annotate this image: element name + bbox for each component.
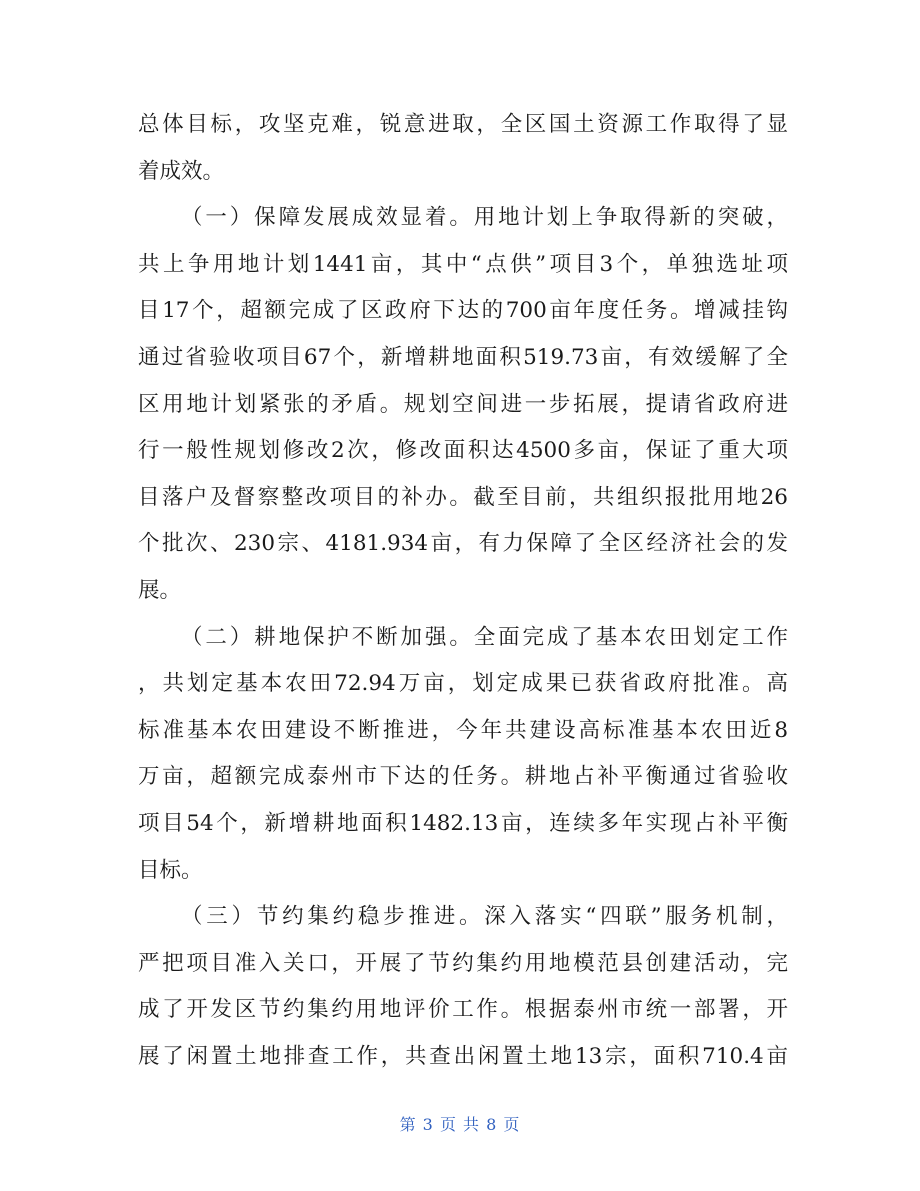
- paragraph-heading-line: （二）耕地保护不断加强。全面完成了基本农田划定工作: [181, 624, 788, 650]
- text-line: 共上争用地计划1441亩，其中“点供”项目3个，单独选址项: [138, 251, 788, 277]
- text-line: 项目54个，新增耕地面积1482.13亩，连续多年实现占补平衡: [138, 810, 788, 836]
- page-number-footer: 第 3 页 共 8 页: [399, 1115, 521, 1134]
- text-line: 行一般性规划修改2次，修改面积达4500多亩，保证了重大项: [138, 438, 788, 464]
- paragraph-heading-line: （一）保障发展成效显着。用地计划上争取得新的突破，: [181, 205, 788, 231]
- text-line: 着成效。: [138, 158, 225, 184]
- text-line: 展。: [138, 577, 182, 603]
- text-line: 区用地计划紧张的矛盾。规划空间进一步拓展，提请省政府进: [138, 391, 788, 417]
- text-line: 标准基本农田建设不断推进，今年共建设高标准基本农田近8: [138, 717, 788, 743]
- body-text: [138, 102, 788, 1080]
- text-line: 目17个，超额完成了区政府下达的700亩年度任务。增减挂钩: [138, 298, 788, 324]
- text-line: 万亩，超额完成泰州市下达的任务。耕地占补平衡通过省验收: [138, 764, 788, 790]
- paragraph-heading-line: （三）节约集约稳步推进。深入落实“四联”服务机制，: [181, 904, 788, 930]
- text-line: 目落户及督察整改项目的补办。截至目前，共组织报批用地26: [138, 484, 788, 510]
- text-line: 总体目标，攻坚克难，锐意进取，全区国土资源工作取得了显: [138, 112, 788, 137]
- text-line: 目标。: [138, 857, 203, 883]
- text-line: 严把项目准入关口，开展了节约集约用地模范县创建活动，完: [138, 950, 788, 976]
- text-line: 成了开发区节约集约用地评价工作。根据泰州市统一部署，开: [138, 997, 788, 1023]
- text-line: 通过省验收项目67个，新增耕地面积519.73亩，有效缓解了全: [138, 344, 788, 370]
- text-line: ，共划定基本农田72.94万亩，划定成果已获省政府批准。高: [138, 671, 788, 697]
- text-line: 个批次、230宗、4181.934亩，有力保障了全区经济社会的发: [138, 531, 788, 557]
- text-line: 展了闲置土地排查工作，共查出闲置土地13宗，面积710.4亩: [138, 1043, 788, 1069]
